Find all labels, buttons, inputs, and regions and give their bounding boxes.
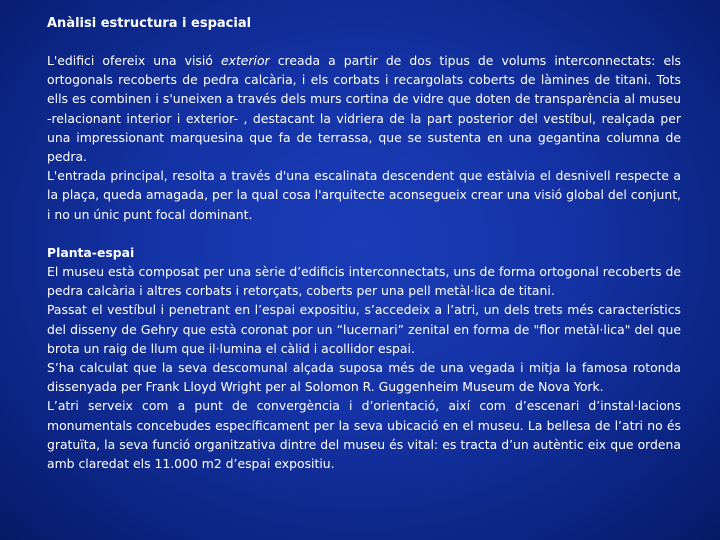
section-plan-space: [47, 243, 681, 473]
paragraph-buildings: El museu està composat per una sèrie d’edificis interconnectats, uns de forma ortogonal recoberts de pedra calcària i altres corbats i retorçats, coberts per una pell metàl·lica de titani.: [47, 264, 681, 299]
spacer: [47, 224, 681, 243]
slide-content: [47, 14, 681, 473]
paragraph-text-part: creada a partir de dos tipus de volums interconnectats: els ortogonals recoberts de pedra calcària, i els corbats i recargolats coberts de làmines de titani. Tots ells es combinen i s'uneixen a través dels murs cortina de vidre que doten de transparència al museu -relacionant interior i exterior- , destacant la vidriera de la part posterior del vestíbul, realçada per una impressionant marquesina que fa de terrassa, que se sustenta en una gegantina columna de pedra.: [47, 53, 681, 165]
italic-word: exterior: [220, 53, 270, 68]
paragraph-height: S’ha calculat que la seva descomunal alçada suposa més de una vegada i mitja la famosa rotonda dissenyada per Frank Lloyd Wright per al Solomon R. Guggenheim Museum de Nova York.: [47, 360, 681, 395]
paragraph-exterior-view: [47, 51, 681, 166]
section-heading: Planta-espai: [47, 244, 135, 260]
paragraph-atrium-function: L’atri serveix com a punt de convergència i d’orientació, així com d’escenari d’instal·lacions monumentals concebudes específicament per la seva ubicació en el museu. La bellesa de l’atri no és gratuïta, la seva funció organitzativa dintre del museu és vital: es tracta d’un autèntic eix que ordena amb claredat els 11.000 m2 d’espai expositiu.: [47, 398, 681, 472]
paragraph-text-part: L'edifici ofereix una visió: [47, 53, 221, 68]
slide-title: Anàlisi estructura i espacial: [47, 16, 252, 31]
section-structure: [47, 51, 681, 224]
paragraph-main-entrance: L'entrada principal, resolta a través d'una escalinata descendent que estàlvia el desnivell respecte a la plaça, queda amagada, per la qual cosa l'arquitecte aconsegueix crear una visió global del conjunt, i no un únic punt focal dominant.: [47, 168, 681, 222]
paragraph-atrium: Passat el vestíbul i penetrant en l’espai expositiu, s’accedeix a l’atri, un dels trets més característics del disseny de Gehry que està coronat por un “lucernari” zenital en forma de "flor metàl·lica" del que brota un raig de llum que il·lumina el càlid i acollidor espai.: [47, 302, 681, 356]
